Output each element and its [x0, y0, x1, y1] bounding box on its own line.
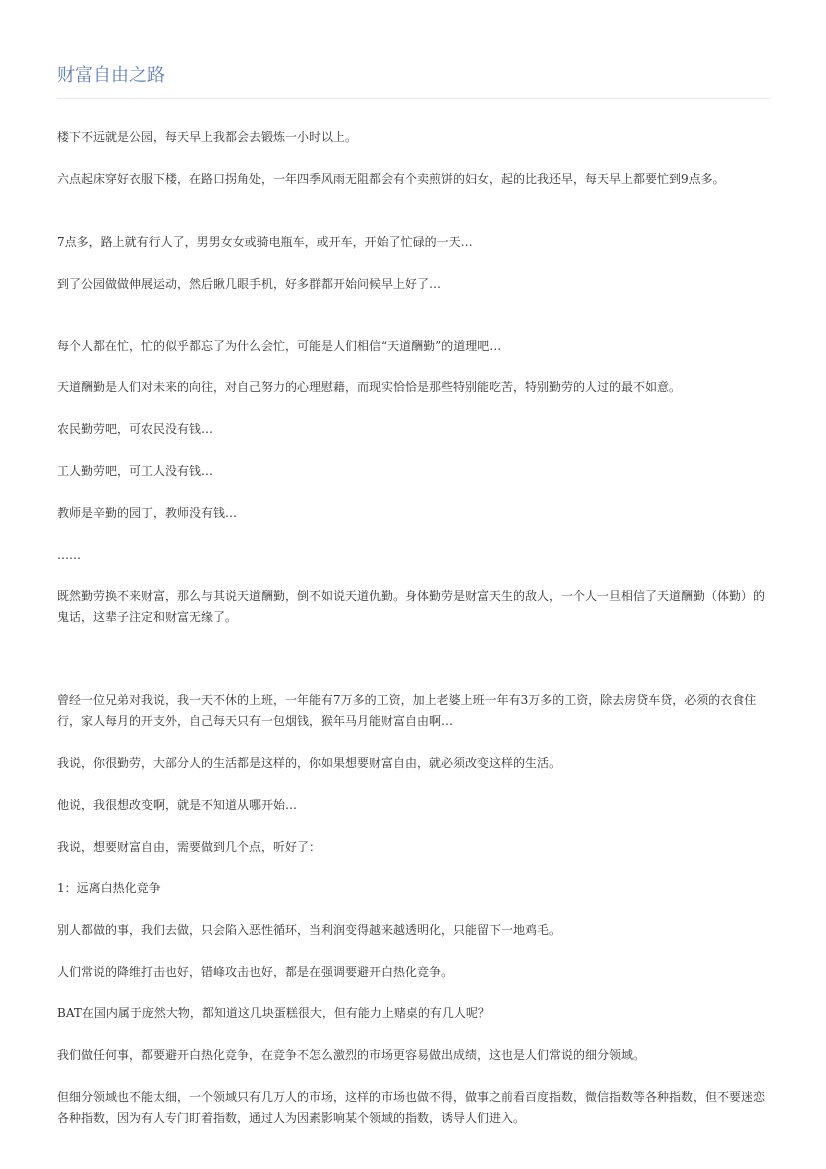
section-heading: 1：远离白热化竞争 [57, 881, 161, 895]
paragraph: 教师是辛勤的园丁，教师没有钱… [57, 506, 238, 520]
paragraph: 7点多，路上就有行人了，男男女女或骑电瓶车，或开车，开始了忙碌的一天… [57, 235, 473, 249]
paragraph: 人们常说的降维打击也好，错峰攻击也好，都是在强调要避开白热化竞争。 [57, 965, 454, 979]
paragraph: 但细分领域也不能太细，一个领域只有几万人的市场，这样的市场也做不得，做事之前看百度指数，微信指数等各种指数，但不要迷恋各种指数，因为有人专门盯着指数，通过人为因素影响某个领域的指数，诱导人们进入。 [57, 1090, 766, 1125]
paragraph: 别人都做的事，我们去做，只会陷入恶性循环，当利润变得越来越透明化，只能留下一地鸡毛。 [57, 923, 562, 937]
paragraph: 农民勤劳吧，可农民没有钱… [57, 422, 214, 436]
paragraph: 天道酬勤是人们对未来的向往，对自己努力的心理慰藉，而现实恰恰是那些特别能吃苦，特别勤劳的人过的最不如意。 [57, 380, 682, 394]
paragraph: 既然勤劳换不来财富，那么与其说天道酬勤，倒不如说天道仇勤。身体勤劳是财富天生的敌人，一个人一旦相信了天道酬勤（体勤）的鬼话，这辈子注定和财富无缘了。 [57, 589, 766, 624]
paragraph: 我说，想要财富自由，需要做到几个点，听好了： [57, 840, 322, 854]
paragraph: 我说，你很勤劳，大部分人的生活都是这样的，你如果想要财富自由，就必须改变这样的生活。 [57, 756, 562, 770]
paragraph: 六点起床穿好衣服下楼，在路口拐角处，一年四季风雨无阻都会有个卖煎饼的妇女，起的比我还早，每天早上都要忙到9点多。 [57, 172, 725, 186]
paragraph: 楼下不远就是公园，每天早上我都会去锻炼一小时以上。 [57, 130, 358, 144]
paragraph: BAT在国内属于庞然大物，都知道这几块蛋糕很大，但有能力上赌桌的有几人呢？ [57, 1006, 490, 1020]
paragraph: …… [57, 548, 81, 562]
paragraph: 曾经一位兄弟对我说，我一天不休的上班，一年能有7万多的工资，加上老婆上班一年有3万多的工资，除去房贷车贷，必须的衣食住行，家人每月的开支外，自己每天只有一包烟钱，猴年马月能财富自由啊… [57, 693, 757, 728]
paragraph: 他说，我很想改变啊，就是不知道从哪开始… [57, 798, 298, 812]
paragraph: 工人勤劳吧，可工人没有钱… [57, 464, 214, 478]
paragraph: 到了公园做做伸展运动，然后瞅几眼手机，好多群都开始问候早上好了… [57, 277, 442, 291]
page-title: 财富自由之路 [57, 65, 165, 86]
paragraph: 每个人都在忙，忙的似乎都忘了为什么会忙，可能是人们相信“天道酬勤”的道理吧… [57, 339, 502, 353]
paragraph: 我们做任何事，都要避开白热化竞争，在竞争不怎么激烈的市场更容易做出成绩，这也是人们常说的细分领域。 [57, 1048, 646, 1062]
title-divider [57, 98, 770, 99]
